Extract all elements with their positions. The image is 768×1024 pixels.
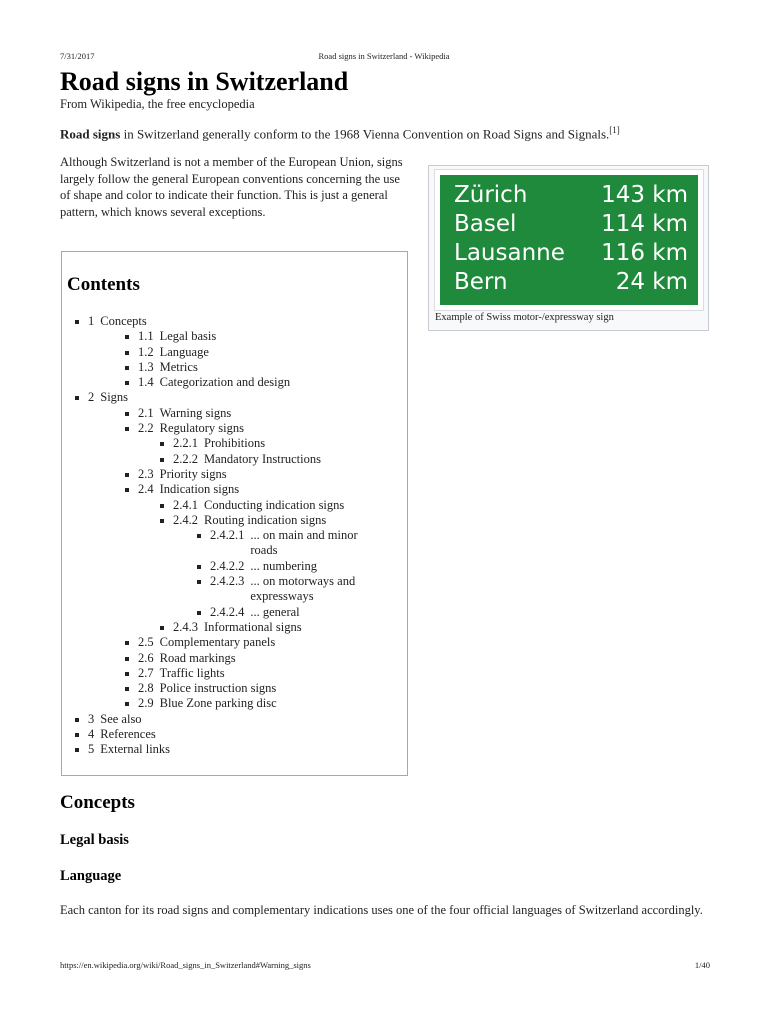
toc-item-label: Metrics (159, 359, 198, 374)
toc-item[interactable] (88, 345, 398, 360)
toc-item[interactable] (88, 666, 398, 681)
intro-paragraph: Although Switzerland is not a member of the European Union, signs largely follow the general European conventions concerning the use of shape and color to indicate their function. This is just a general pattern, which knows several exceptions. (60, 155, 403, 219)
toc-item-number: 2.4.2 (173, 512, 198, 527)
toc-item-number: 5 (88, 742, 95, 757)
section-heading-concepts: Concepts (60, 792, 135, 813)
page-title: Road signs in Switzerland (60, 67, 349, 96)
toc-item-label: Conducting indication signs (204, 497, 345, 512)
toc-item-number: 2.4.3 (173, 619, 198, 634)
figure-thumbnail (428, 165, 709, 331)
toc-item[interactable] (88, 712, 398, 727)
toc-item-label: Categorization and design (159, 375, 291, 390)
toc-item-label: Routing indication signs (204, 512, 327, 527)
lead-bold: Road signs (60, 126, 121, 142)
toc-item-number: 2.2.2 (173, 451, 198, 466)
toc-item-number: 3 (88, 711, 95, 726)
toc-item-number: 1 (88, 314, 95, 328)
toc-item[interactable] (88, 390, 398, 405)
toc-item-label: ... on motorways and expressways (250, 574, 356, 604)
toc-item-label: References (100, 727, 156, 742)
toc-item-label: Regulatory signs (159, 421, 244, 436)
subsection-heading-language: Language (60, 868, 122, 884)
sign-place: Lausanne (454, 240, 565, 266)
toc-item[interactable] (88, 452, 398, 467)
toc-item-number: 2.4.2.1 (210, 528, 245, 543)
toc-item[interactable] (88, 406, 398, 421)
toc-item[interactable] (88, 329, 398, 344)
subsection-heading-legal-basis: Legal basis (60, 832, 129, 848)
toc-item[interactable] (88, 681, 398, 696)
toc-item-number: 2.2 (138, 421, 154, 436)
toc-item-label: Road markings (159, 650, 236, 665)
figure-caption: Example of Swiss motor-/expressway sign (435, 312, 614, 323)
toc-item-label: Blue Zone parking disc (159, 696, 277, 711)
toc-item-number: 2.4.2.2 (210, 558, 245, 573)
toc-item-label: Legal basis (159, 329, 217, 344)
toc-title: Contents (67, 274, 140, 295)
toc-list (88, 314, 398, 758)
toc-item[interactable] (88, 513, 398, 528)
toc-item-number: 2.6 (138, 650, 154, 665)
sign-row (454, 268, 688, 297)
toc-item[interactable] (88, 467, 398, 482)
toc-item-label: Complementary panels (159, 635, 276, 650)
toc-item-label: Signs (100, 390, 129, 405)
toc-item[interactable] (88, 742, 398, 757)
toc-item[interactable] (88, 360, 398, 375)
toc-item[interactable] (88, 651, 398, 666)
toc-item[interactable] (88, 574, 398, 605)
sign-distance: 24 km (615, 269, 688, 295)
toc-item-number: 1.4 (138, 375, 154, 390)
toc-item-label: Indication signs (159, 482, 240, 497)
toc-item-number: 2.4 (138, 482, 154, 497)
toc-item-number: 2.3 (138, 466, 154, 481)
sign-image[interactable] (434, 169, 704, 311)
toc-item-label: Priority signs (159, 466, 227, 481)
toc-item-label: ... general (250, 604, 300, 619)
toc-item[interactable] (88, 559, 398, 574)
toc-item-number: 2.1 (138, 405, 154, 420)
toc-item[interactable] (88, 314, 398, 329)
table-of-contents (61, 251, 408, 776)
toc-item[interactable] (88, 498, 398, 513)
toc-item[interactable] (88, 620, 398, 635)
toc-item[interactable] (88, 605, 398, 620)
sign-place: Basel (454, 211, 517, 237)
toc-item[interactable] (88, 421, 398, 436)
print-footer (0, 960, 768, 974)
toc-item[interactable] (88, 528, 398, 559)
toc-item-label: Language (159, 344, 209, 359)
toc-item-label: Prohibitions (204, 436, 266, 451)
toc-item-number: 2.8 (138, 681, 154, 696)
toc-item-number: 2.2.1 (173, 436, 198, 451)
lead-paragraph (60, 122, 720, 142)
sign-place: Zürich (454, 182, 528, 208)
toc-item-label: External links (100, 742, 171, 757)
sign-panel (438, 173, 700, 307)
toc-item-number: 2.5 (138, 635, 154, 650)
toc-item-label: Police instruction signs (159, 681, 277, 696)
language-paragraph: Each canton for its road signs and complementary indications uses one of the four official languages of Switzerland accordingly. (60, 903, 703, 917)
sign-row (454, 181, 688, 210)
toc-item-number: 2 (88, 390, 95, 405)
sign-place: Bern (454, 269, 508, 295)
toc-item-label: ... on main and minor roads (250, 528, 358, 558)
toc-item[interactable] (88, 375, 398, 390)
page-number: 1/40 (694, 960, 710, 970)
toc-item-number: 2.9 (138, 696, 154, 711)
sign-distance: 143 km (601, 182, 688, 208)
lead-text: in Switzerland generally conform to the 1968 Vienna Convention on Road Signs and Signals. (120, 126, 610, 142)
toc-item[interactable] (88, 696, 398, 711)
toc-item[interactable] (88, 436, 398, 451)
sign-row (454, 239, 688, 268)
print-page-title: Road signs in Switzerland - Wikipedia (318, 51, 450, 61)
toc-item-label: ... numbering (250, 558, 318, 573)
sign-distance: 114 km (601, 211, 688, 237)
print-header (0, 51, 768, 65)
toc-item-label: See also (100, 711, 142, 726)
toc-item-label: Informational signs (204, 619, 302, 634)
toc-item[interactable] (88, 635, 398, 650)
toc-item[interactable] (88, 727, 398, 742)
toc-item-label: Warning signs (159, 405, 232, 420)
print-date: 7/31/2017 (60, 51, 95, 61)
toc-item-number: 2.4.2.3 (210, 574, 245, 589)
toc-item-number: 1.2 (138, 344, 154, 359)
sign-distance: 116 km (601, 240, 688, 266)
print-url: https://en.wikipedia.org/wiki/Road_signs_in_Switzerland#Warning_signs (60, 960, 311, 970)
toc-item-number: 2.7 (138, 665, 154, 680)
toc-item-label: Concepts (100, 314, 147, 328)
toc-item-number: 4 (88, 727, 95, 742)
toc-item-number: 1.1 (138, 329, 154, 344)
sign-row (454, 210, 688, 239)
toc-item-label: Mandatory Instructions (204, 451, 321, 466)
toc-item-number: 1.3 (138, 359, 154, 374)
toc-item-label: Traffic lights (159, 665, 225, 680)
toc-item-number: 2.4.1 (173, 497, 198, 512)
toc-item-number: 2.4.2.4 (210, 604, 245, 619)
tagline: From Wikipedia, the free encyclopedia (60, 97, 255, 111)
reference-link[interactable]: [1] (609, 125, 620, 135)
toc-item[interactable] (88, 482, 398, 497)
